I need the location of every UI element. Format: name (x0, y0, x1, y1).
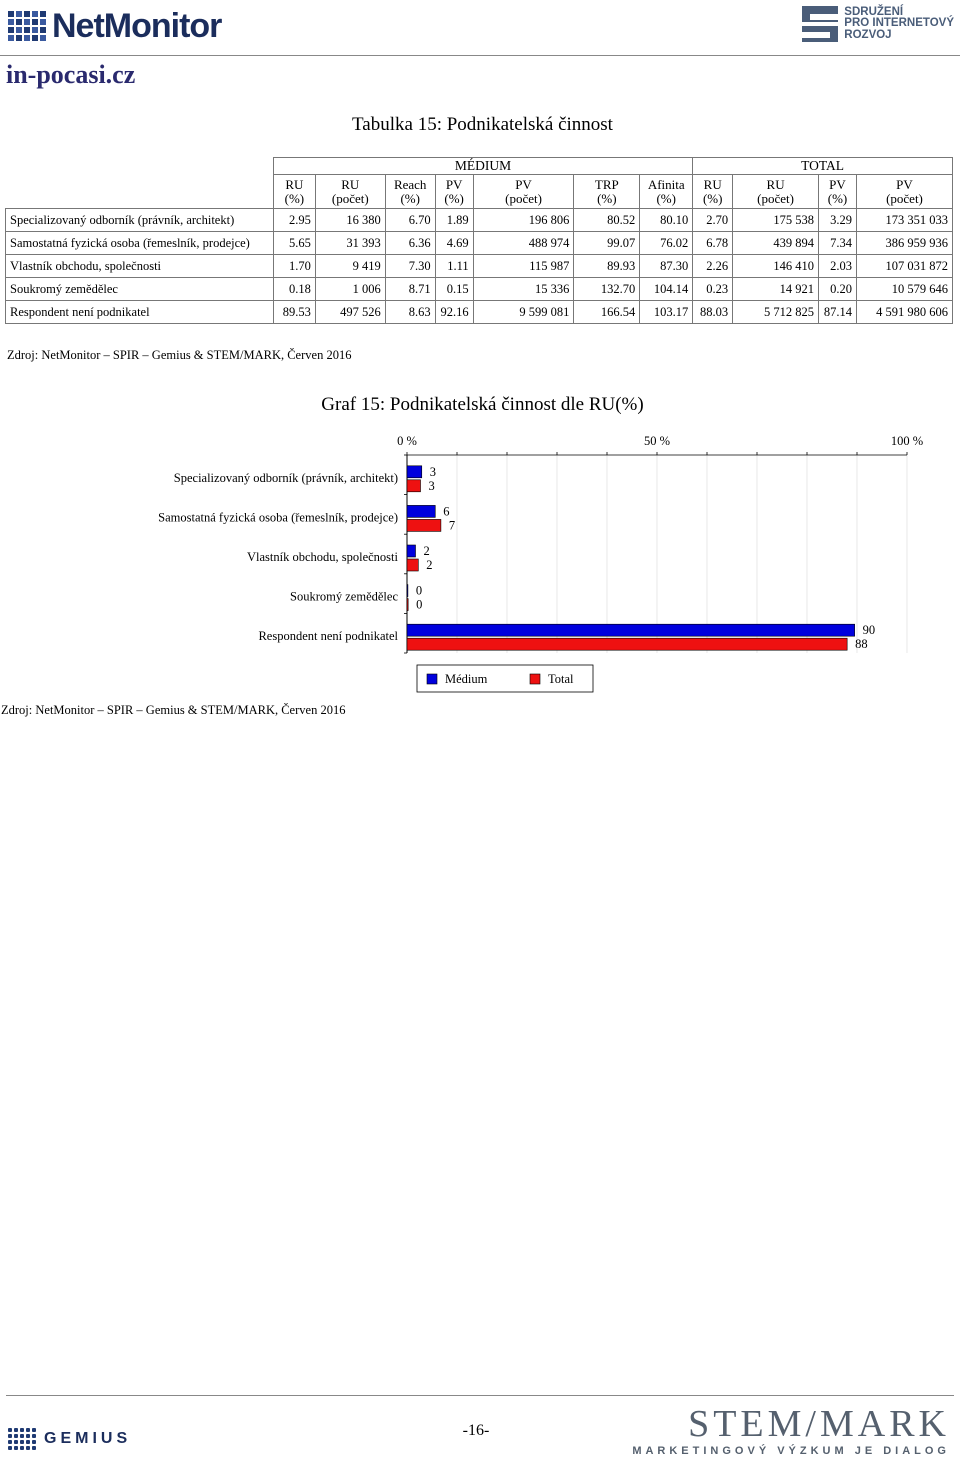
column-header-unit: (počet) (886, 190, 923, 206)
chart-source: Zdroj: NetMonitor – SPIR – Gemius & STEM/MARK, Červen 2016 (1, 703, 346, 717)
column-header-unit: (počet) (757, 190, 794, 206)
column-header-name: PV (445, 176, 463, 192)
column-header (315, 175, 385, 209)
table-cell: 488 974 (473, 232, 574, 255)
column-header-name: RU (703, 176, 722, 192)
column-header-unit: (%) (444, 190, 464, 206)
table-cell: 88.03 (693, 301, 733, 324)
x-tick-label: 100 % (890, 434, 924, 448)
column-header-name: Reach (393, 176, 427, 192)
column-header-name: RU (285, 176, 304, 192)
table-cell: 103.17 (640, 301, 693, 324)
table-cell: 386 959 936 (856, 232, 952, 255)
row-label: Specializovaný odborník (právník, architekt) (6, 209, 274, 232)
column-header-unit: (%) (827, 190, 848, 206)
column-header (693, 175, 733, 209)
table-cell: 31 393 (315, 232, 385, 255)
table-source: Zdroj: NetMonitor – SPIR – Gemius & STEM/MARK, Červen 2016 (7, 348, 352, 362)
table-cell: 2.70 (693, 209, 733, 232)
legend-label: Médium (445, 672, 488, 686)
column-header-name: PV (515, 176, 532, 192)
table-cell: 80.52 (574, 209, 640, 232)
table-cell: 0.23 (693, 278, 733, 301)
stem-mark-logo-text: STEM/MARK (688, 1403, 950, 1445)
data-label: 6 (443, 504, 450, 519)
table-row (6, 301, 953, 324)
spir-logo-icon (802, 6, 838, 42)
table-cell: 89.93 (574, 255, 640, 278)
bar-total (407, 599, 408, 611)
table-cell: 87.14 (819, 301, 857, 324)
stem-mark-tagline: MARKETINGOVÝ VÝZKUM JE DIALOG (632, 1445, 950, 1457)
column-header-name: PV (896, 176, 913, 192)
table-cell: 80.10 (640, 209, 693, 232)
column-header (856, 175, 952, 209)
column-header (435, 175, 473, 209)
category-label: Vlastník obchodu, společnosti (246, 550, 398, 564)
gemius-logo-text: GEMIUS (44, 1430, 132, 1447)
bar-mdium (407, 545, 416, 557)
spir-logo-line-3: ROZVOJ (844, 28, 892, 41)
table-cell: 104.14 (640, 278, 693, 301)
table-cell: 8.63 (385, 301, 435, 324)
table-cell: 2.03 (819, 255, 857, 278)
table-cell: 0.15 (435, 278, 473, 301)
row-label: Samostatná fyzická osoba (řemeslník, prodejce) (6, 232, 274, 255)
table-cell: 89.53 (273, 301, 315, 324)
x-tick-label: 0 % (397, 434, 417, 448)
table-cell: 8.71 (385, 278, 435, 301)
row-label: Soukromý zemědělec (6, 278, 274, 301)
bar-mdium (407, 505, 435, 517)
column-header (733, 175, 819, 209)
netmonitor-logo (8, 4, 221, 48)
table-row (6, 209, 953, 232)
table-row (6, 278, 953, 301)
column-header (273, 175, 315, 209)
table-cell: 1 006 (315, 278, 385, 301)
column-header-name: TRP (594, 176, 619, 192)
category-label: Samostatná fyzická osoba (řemeslník, prodejce) (158, 510, 398, 525)
table-cell: 175 538 (733, 209, 819, 232)
column-header-name: PV (829, 176, 846, 192)
table-cell: 1.89 (435, 209, 473, 232)
table-cell: 3.29 (819, 209, 857, 232)
footer-divider (6, 1395, 954, 1396)
column-header-name: RU (766, 176, 785, 192)
table-cell: 115 987 (473, 255, 574, 278)
table-cell: 166.54 (574, 301, 640, 324)
table-cell: 0.20 (819, 278, 857, 301)
page-number: -16- (462, 1422, 490, 1439)
table-cell: 14 921 (733, 278, 819, 301)
data-label: 0 (416, 597, 423, 612)
header-divider (0, 55, 960, 56)
table-cell: 439 894 (733, 232, 819, 255)
table-cell: 173 351 033 (856, 209, 952, 232)
category-label: Specializovaný odborník (právník, architekt) (173, 470, 398, 485)
group-header-medium: MÉDIUM (273, 158, 692, 175)
column-header-unit: (%) (702, 190, 723, 206)
column-header-name: RU (341, 176, 360, 192)
spir-logo-line-2: PRO INTERNETOVÝ (844, 17, 954, 30)
data-label: 2 (426, 558, 433, 572)
spir-logo (802, 6, 954, 42)
table-title: Tabulka 15: Podnikatelská činnost (352, 114, 613, 135)
table-cell: 6.70 (385, 209, 435, 232)
data-label: 3 (428, 478, 435, 493)
column-header (385, 175, 435, 209)
table-cell: 2.26 (693, 255, 733, 278)
category-label: Soukromý zemědělec (290, 589, 398, 604)
table-cell: 6.78 (693, 232, 733, 255)
x-tick-label: 50 % (643, 434, 671, 448)
table-cell: 9 419 (315, 255, 385, 278)
data-label: 88 (855, 637, 868, 652)
table-cell: 4 591 980 606 (856, 301, 952, 324)
column-header (473, 175, 574, 209)
column-header (640, 175, 693, 209)
data-label: 7 (448, 518, 456, 533)
table-cell: 5 712 825 (733, 301, 819, 324)
data-table (5, 157, 953, 324)
bar-chart (0, 425, 960, 705)
table-row (6, 232, 953, 255)
table-cell: 0.18 (273, 278, 315, 301)
column-header (819, 175, 857, 209)
table-cell: 5.65 (273, 232, 315, 255)
row-label: Respondent není podnikatel (6, 301, 274, 324)
table-cell: 87.30 (640, 255, 693, 278)
column-header-unit: (%) (597, 190, 617, 206)
table-cell: 2.95 (273, 209, 315, 232)
table-cell: 4.69 (435, 232, 473, 255)
data-label: 2 (423, 544, 430, 558)
row-label: Vlastník obchodu, společnosti (6, 255, 274, 278)
table-cell: 92.16 (435, 301, 473, 324)
column-header-unit: (%) (400, 190, 420, 206)
data-label: 90 (862, 623, 876, 638)
stem-mark-logo (632, 1405, 950, 1457)
legend-label: Total (548, 672, 574, 686)
site-name: in-pocasi.cz (6, 60, 136, 89)
bar-mdium (407, 624, 855, 636)
legend-swatch (427, 674, 437, 684)
table-row (6, 255, 953, 278)
netmonitor-logo-text: NetMonitor (52, 6, 222, 45)
column-header-name: Afinita (647, 176, 685, 192)
table-cell: 15 336 (473, 278, 574, 301)
legend-swatch (530, 674, 540, 684)
bar-mdium (407, 585, 408, 597)
bar-total (407, 480, 421, 492)
table-corner (6, 158, 274, 209)
table-cell: 497 526 (315, 301, 385, 324)
table-cell: 9 599 081 (473, 301, 574, 324)
table-cell: 7.34 (819, 232, 857, 255)
column-header (574, 175, 640, 209)
table-cell: 132.70 (574, 278, 640, 301)
chart-title: Graf 15: Podnikatelská činnost dle RU(%) (321, 394, 644, 415)
data-label: 0 (415, 583, 423, 598)
table-cell: 1.11 (435, 255, 473, 278)
bar-total (407, 638, 847, 650)
column-header-unit: (počet) (331, 190, 369, 206)
category-label: Respondent není podnikatel (258, 629, 398, 644)
column-header-unit: (%) (656, 190, 676, 206)
column-header-unit: (%) (284, 190, 305, 206)
column-header-unit: (počet) (505, 190, 542, 206)
table-cell: 16 380 (315, 209, 385, 232)
table-cell: 196 806 (473, 209, 574, 232)
table-cell: 99.07 (574, 232, 640, 255)
table-cell: 7.30 (385, 255, 435, 278)
group-header-total: TOTAL (693, 158, 953, 175)
table-cell: 146 410 (733, 255, 819, 278)
table-cell: 76.02 (640, 232, 693, 255)
table-cell: 1.70 (273, 255, 315, 278)
netmonitor-logo-icon (8, 11, 46, 41)
bar-total (407, 559, 418, 571)
table-cell: 6.36 (385, 232, 435, 255)
data-label: 3 (429, 464, 436, 479)
spir-logo-line-1: SDRUŽENÍ (844, 5, 904, 18)
table-cell: 107 031 872 (856, 255, 952, 278)
bar-total (407, 519, 441, 531)
table-cell: 10 579 646 (856, 278, 952, 301)
bar-mdium (407, 466, 422, 478)
